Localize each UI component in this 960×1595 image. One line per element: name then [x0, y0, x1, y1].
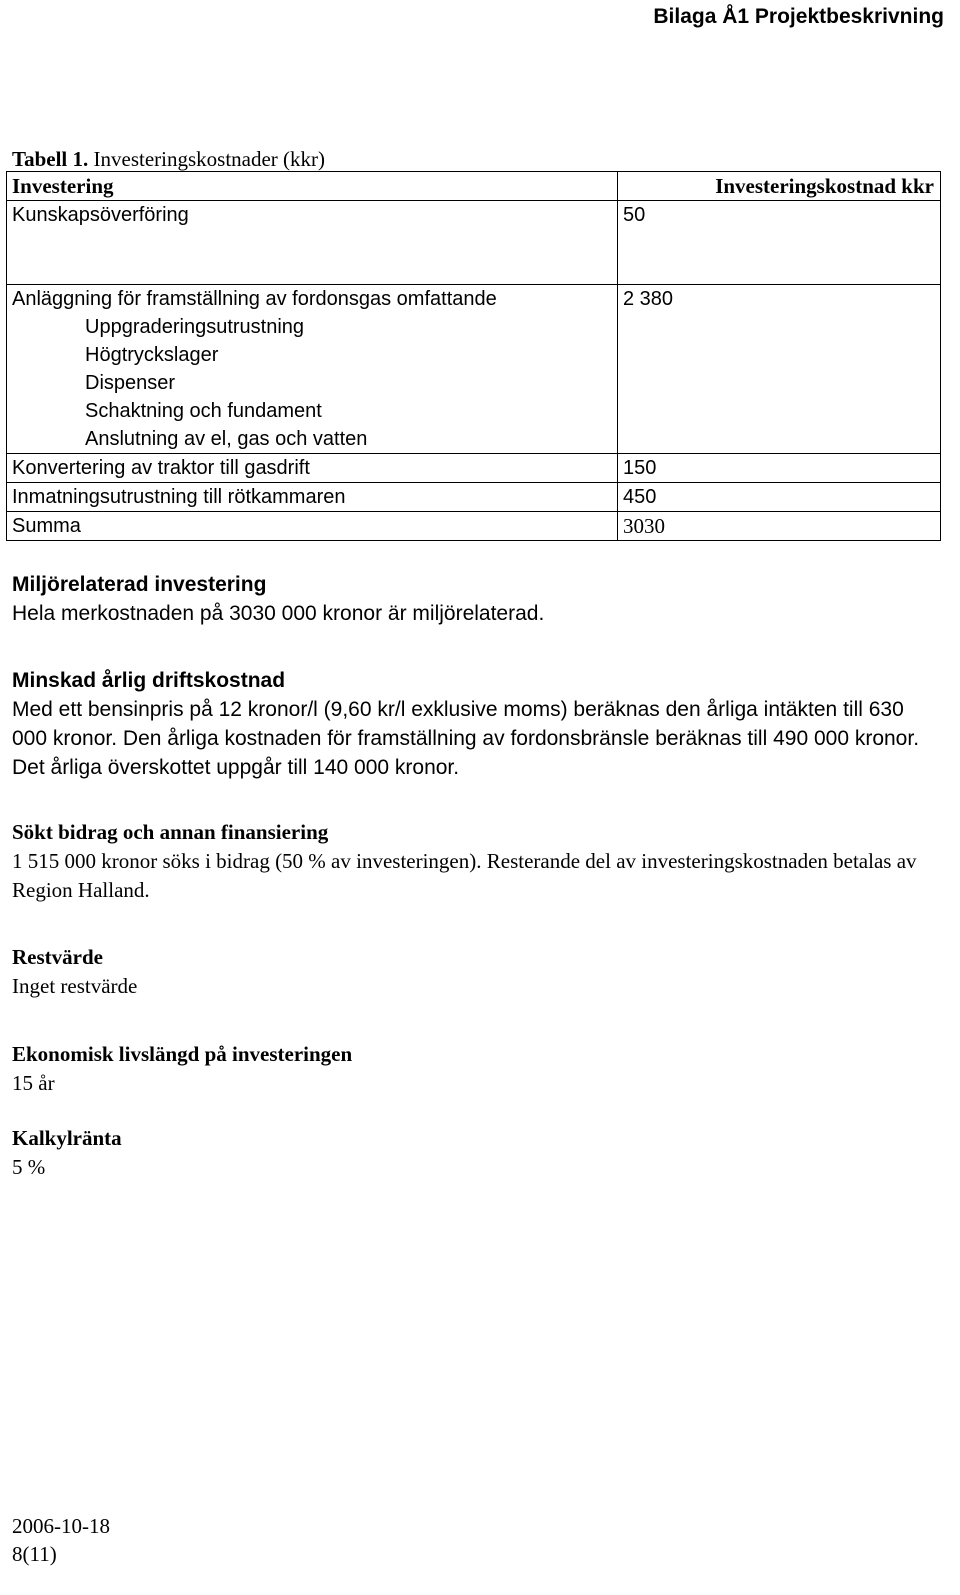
- section-livslangd: [12, 1040, 942, 1098]
- section-body: 1 515 000 kronor söks i bidrag (50 % av investeringen). Resterande del av investeringskostnaden betalas av Region Halland.: [12, 849, 917, 902]
- section-body: Med ett bensinpris på 12 kronor/l (9,60 kr/l exklusive moms) beräknas den årliga intäkten till 630 000 kronor. Den årliga kostnaden för framställning av fordonsbränsle beräknas till 490 000 kronor. Det årliga överskottet uppgår till 140 000 kronor.: [12, 698, 920, 779]
- row-name: Konvertering av traktor till gasdrift: [7, 454, 618, 483]
- row-name: Kunskapsöverföring: [7, 201, 618, 285]
- row-value: 450: [618, 483, 941, 512]
- investment-table: [6, 171, 941, 541]
- row-name-cell: [7, 285, 618, 454]
- table-row: [7, 285, 941, 454]
- footer-date: 2006-10-18: [12, 1514, 110, 1538]
- table-total-row: [7, 512, 941, 541]
- column-header-kostnad: Investeringskostnad kkr: [618, 172, 941, 201]
- section-heading: Miljörelaterad investering: [12, 573, 267, 596]
- row-value: 50: [618, 201, 941, 285]
- section-heading: Minskad årlig driftskostnad: [12, 669, 286, 692]
- page-number: 8(11): [12, 1542, 57, 1566]
- row-name: Anläggning för framställning av fordonsgas omfattande: [12, 288, 497, 310]
- section-heading: Restvärde: [12, 945, 103, 969]
- section-heading: Sökt bidrag och annan finansiering: [12, 820, 329, 844]
- sub-item: Anslutning av el, gas och vatten: [85, 428, 368, 450]
- sub-item: Dispenser: [85, 372, 176, 394]
- section-bidrag: [12, 818, 942, 905]
- sub-item: Uppgraderingsutrustning: [85, 316, 305, 338]
- table-row: [7, 201, 941, 285]
- table-header-row: [7, 172, 941, 201]
- table-caption-text: Investeringskostnader (kkr): [93, 147, 326, 171]
- row-name: Inmatningsutrustning till rötkammaren: [7, 483, 618, 512]
- table-caption-label: Tabell 1.: [12, 147, 89, 171]
- section-heading: Kalkylränta: [12, 1126, 122, 1150]
- section-body: Hela merkostnaden på 3030 000 kronor är miljörelaterad.: [12, 602, 545, 625]
- section-body: 5 %: [12, 1155, 46, 1179]
- page-footer: [12, 1512, 110, 1568]
- section-driftskostnad: [12, 666, 942, 782]
- row-value: 150: [618, 454, 941, 483]
- total-value: 3030: [618, 512, 941, 541]
- table-row: [7, 454, 941, 483]
- section-body: 15 år: [12, 1071, 55, 1095]
- section-restvarde: [12, 943, 942, 1001]
- table-caption: [12, 145, 325, 173]
- row-value: 2 380: [618, 285, 941, 454]
- sub-item: Högtryckslager: [85, 344, 219, 366]
- section-body: Inget restvärde: [12, 974, 138, 998]
- section-kalkylranta: [12, 1124, 942, 1182]
- column-header-investering: Investering: [7, 172, 618, 201]
- table-row: [7, 483, 941, 512]
- section-heading: Ekonomisk livslängd på investeringen: [12, 1042, 353, 1066]
- sub-item: Schaktning och fundament: [85, 400, 322, 422]
- total-label: Summa: [7, 512, 618, 541]
- section-miljorelaterad: [12, 570, 942, 628]
- document-header-title: Bilaga Å1 Projektbeskrivning: [653, 5, 944, 28]
